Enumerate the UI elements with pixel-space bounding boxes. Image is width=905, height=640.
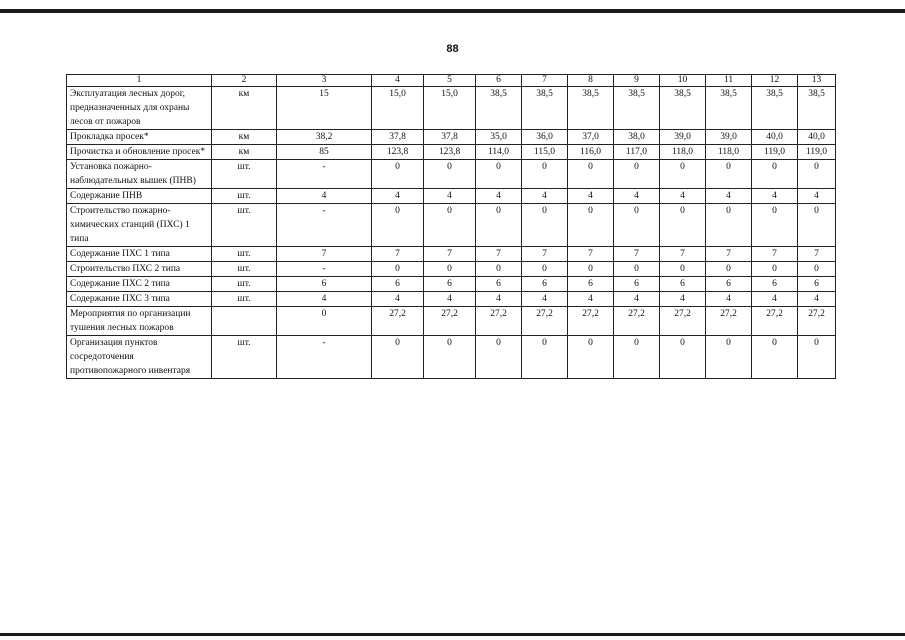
value-cell: 35,0 xyxy=(476,130,522,145)
value-cell: 27,2 xyxy=(706,307,752,336)
column-number-header: 6 xyxy=(476,75,522,87)
value-cell: 116,0 xyxy=(568,145,614,160)
value-cell: 4 xyxy=(568,292,614,307)
value-cell: 0 xyxy=(522,336,568,379)
column-number-header: 7 xyxy=(522,75,568,87)
value-cell: 4 xyxy=(522,189,568,204)
value-cell: 119,0 xyxy=(752,145,798,160)
table-row xyxy=(67,87,836,130)
value-cell: 0 xyxy=(522,204,568,247)
value-cell: 0 xyxy=(706,262,752,277)
value-cell: 0 xyxy=(424,204,476,247)
column-number-header: 8 xyxy=(568,75,614,87)
value-cell: 0 xyxy=(372,262,424,277)
value-cell: 123,8 xyxy=(424,145,476,160)
unit-cell xyxy=(212,307,277,336)
value-cell: 27,2 xyxy=(522,307,568,336)
value-cell: - xyxy=(277,160,372,189)
value-cell: 4 xyxy=(476,292,522,307)
value-cell: 6 xyxy=(752,277,798,292)
value-cell: 15,0 xyxy=(372,87,424,130)
value-cell: 7 xyxy=(752,247,798,262)
value-cell: 0 xyxy=(614,262,660,277)
value-cell: 15 xyxy=(277,87,372,130)
value-cell: 0 xyxy=(372,204,424,247)
value-cell: 4 xyxy=(277,189,372,204)
value-cell: 0 xyxy=(752,262,798,277)
value-cell: 37,8 xyxy=(372,130,424,145)
value-cell: 37,8 xyxy=(424,130,476,145)
value-cell: 6 xyxy=(706,277,752,292)
value-cell: 6 xyxy=(568,277,614,292)
value-cell: 6 xyxy=(798,277,836,292)
value-cell: 6 xyxy=(277,277,372,292)
value-cell: 0 xyxy=(372,336,424,379)
value-cell: 7 xyxy=(798,247,836,262)
value-cell: 0 xyxy=(706,160,752,189)
value-cell: 38,5 xyxy=(706,87,752,130)
value-cell: 27,2 xyxy=(424,307,476,336)
value-cell: 0 xyxy=(660,204,706,247)
value-cell: 7 xyxy=(614,247,660,262)
unit-cell: шт. xyxy=(212,277,277,292)
value-cell: 0 xyxy=(522,160,568,189)
value-cell: 114,0 xyxy=(476,145,522,160)
value-cell: 4 xyxy=(372,292,424,307)
value-cell: 4 xyxy=(752,189,798,204)
value-cell: 40,0 xyxy=(798,130,836,145)
value-cell: 7 xyxy=(277,247,372,262)
column-number-header: 9 xyxy=(614,75,660,87)
unit-cell: шт. xyxy=(212,262,277,277)
column-number-header: 2 xyxy=(212,75,277,87)
value-cell: 38,5 xyxy=(522,87,568,130)
value-cell: 4 xyxy=(706,292,752,307)
value-cell: 4 xyxy=(752,292,798,307)
value-cell: 0 xyxy=(752,160,798,189)
value-cell: 4 xyxy=(568,189,614,204)
table-row xyxy=(67,130,836,145)
value-cell: - xyxy=(277,336,372,379)
value-cell: 15,0 xyxy=(424,87,476,130)
value-cell: 0 xyxy=(372,160,424,189)
value-cell: 27,2 xyxy=(752,307,798,336)
value-cell: 0 xyxy=(798,204,836,247)
value-cell: 6 xyxy=(424,277,476,292)
column-number-header: 12 xyxy=(752,75,798,87)
value-cell: 0 xyxy=(424,262,476,277)
value-cell: 40,0 xyxy=(752,130,798,145)
measure-name-cell: Содержание ПХС 1 типа xyxy=(67,247,212,262)
value-cell: 85 xyxy=(277,145,372,160)
value-cell: 0 xyxy=(476,262,522,277)
value-cell: 38,0 xyxy=(614,130,660,145)
value-cell: 38,5 xyxy=(660,87,706,130)
value-cell: 38,5 xyxy=(614,87,660,130)
value-cell: 36,0 xyxy=(522,130,568,145)
value-cell: 27,2 xyxy=(614,307,660,336)
value-cell: 39,0 xyxy=(660,130,706,145)
value-cell: 6 xyxy=(614,277,660,292)
value-cell: 27,2 xyxy=(798,307,836,336)
value-cell: 0 xyxy=(568,204,614,247)
value-cell: 119,0 xyxy=(798,145,836,160)
value-cell: 6 xyxy=(660,277,706,292)
table-row xyxy=(67,160,836,189)
value-cell: 0 xyxy=(660,160,706,189)
measure-name-cell: Содержание ПНВ xyxy=(67,189,212,204)
value-cell: 0 xyxy=(568,336,614,379)
measure-name-cell: Строительство ПХС 2 типа xyxy=(67,262,212,277)
value-cell: - xyxy=(277,204,372,247)
unit-cell: шт. xyxy=(212,247,277,262)
table-row xyxy=(67,307,836,336)
page-number: 88 xyxy=(446,43,459,55)
value-cell: 0 xyxy=(798,336,836,379)
value-cell: 0 xyxy=(522,262,568,277)
value-cell: 0 xyxy=(424,336,476,379)
forest-fire-measures-table xyxy=(66,74,836,379)
value-cell: 4 xyxy=(424,189,476,204)
value-cell: 27,2 xyxy=(372,307,424,336)
measure-name-cell: Эксплуатация лесных дорог, предназначенных для охраны лесов от пожаров xyxy=(67,87,212,130)
unit-cell: шт. xyxy=(212,204,277,247)
value-cell: 4 xyxy=(424,292,476,307)
table-row xyxy=(67,277,836,292)
measure-name-cell: Прокладка просек* xyxy=(67,130,212,145)
value-cell: 0 xyxy=(660,262,706,277)
value-cell: 0 xyxy=(476,204,522,247)
column-number-header: 5 xyxy=(424,75,476,87)
value-cell: 115,0 xyxy=(522,145,568,160)
value-cell: 123,8 xyxy=(372,145,424,160)
value-cell: 4 xyxy=(372,189,424,204)
value-cell: 7 xyxy=(424,247,476,262)
value-cell: 0 xyxy=(614,336,660,379)
value-cell: 118,0 xyxy=(706,145,752,160)
value-cell: 0 xyxy=(660,336,706,379)
value-cell: 38,5 xyxy=(752,87,798,130)
value-cell: 4 xyxy=(706,189,752,204)
value-cell: 4 xyxy=(614,292,660,307)
value-cell: 0 xyxy=(752,336,798,379)
value-cell: 4 xyxy=(476,189,522,204)
column-number-header: 11 xyxy=(706,75,752,87)
unit-cell: шт. xyxy=(212,160,277,189)
value-cell: 38,5 xyxy=(476,87,522,130)
value-cell: 4 xyxy=(798,189,836,204)
value-cell: 7 xyxy=(476,247,522,262)
value-cell: 4 xyxy=(614,189,660,204)
value-cell: 39,0 xyxy=(706,130,752,145)
value-cell: 27,2 xyxy=(568,307,614,336)
value-cell: 0 xyxy=(277,307,372,336)
measure-name-cell: Содержание ПХС 2 типа xyxy=(67,277,212,292)
table-row xyxy=(67,145,836,160)
value-cell: 0 xyxy=(752,204,798,247)
column-number-header: 13 xyxy=(798,75,836,87)
measure-name-cell: Содержание ПХС 3 типа xyxy=(67,292,212,307)
table-row xyxy=(67,189,836,204)
value-cell: 0 xyxy=(706,336,752,379)
table-row xyxy=(67,262,836,277)
value-cell: 0 xyxy=(614,160,660,189)
unit-cell: км xyxy=(212,87,277,130)
value-cell: 0 xyxy=(798,160,836,189)
value-cell: - xyxy=(277,262,372,277)
value-cell: 38,5 xyxy=(798,87,836,130)
value-cell: 37,0 xyxy=(568,130,614,145)
unit-cell: шт. xyxy=(212,292,277,307)
unit-cell: км xyxy=(212,145,277,160)
value-cell: 118,0 xyxy=(660,145,706,160)
column-number-header: 10 xyxy=(660,75,706,87)
value-cell: 4 xyxy=(660,189,706,204)
value-cell: 6 xyxy=(372,277,424,292)
value-cell: 27,2 xyxy=(660,307,706,336)
unit-cell: шт. xyxy=(212,336,277,379)
value-cell: 0 xyxy=(798,262,836,277)
value-cell: 4 xyxy=(522,292,568,307)
value-cell: 0 xyxy=(568,160,614,189)
column-number-header: 4 xyxy=(372,75,424,87)
value-cell: 4 xyxy=(277,292,372,307)
table-row xyxy=(67,247,836,262)
value-cell: 0 xyxy=(706,204,752,247)
value-cell: 7 xyxy=(660,247,706,262)
unit-cell: шт. xyxy=(212,189,277,204)
top-border-rule xyxy=(0,9,905,13)
value-cell: 6 xyxy=(476,277,522,292)
value-cell: 27,2 xyxy=(476,307,522,336)
value-cell: 0 xyxy=(476,160,522,189)
column-number-header: 1 xyxy=(67,75,212,87)
value-cell: 7 xyxy=(706,247,752,262)
value-cell: 7 xyxy=(372,247,424,262)
value-cell: 7 xyxy=(568,247,614,262)
value-cell: 6 xyxy=(522,277,568,292)
measure-name-cell: Организация пунктов сосредоточения противопожарного инвентаря xyxy=(67,336,212,379)
measure-name-cell: Строительство пожарно-химических станций (ПХС) 1 типа xyxy=(67,204,212,247)
value-cell: 4 xyxy=(798,292,836,307)
value-cell: 38,5 xyxy=(568,87,614,130)
value-cell: 0 xyxy=(568,262,614,277)
value-cell: 7 xyxy=(522,247,568,262)
value-cell: 0 xyxy=(614,204,660,247)
value-cell: 117,0 xyxy=(614,145,660,160)
measure-name-cell: Установка пожарно-наблюдательных вышек (ПНВ) xyxy=(67,160,212,189)
value-cell: 38,2 xyxy=(277,130,372,145)
value-cell: 0 xyxy=(424,160,476,189)
table-row xyxy=(67,204,836,247)
measure-name-cell: Прочистка и обновление просек* xyxy=(67,145,212,160)
column-number-header: 3 xyxy=(277,75,372,87)
table-row xyxy=(67,292,836,307)
unit-cell: км xyxy=(212,130,277,145)
table-row xyxy=(67,336,836,379)
bottom-border-rule xyxy=(0,633,905,636)
value-cell: 4 xyxy=(660,292,706,307)
header-row xyxy=(67,75,836,87)
value-cell: 0 xyxy=(476,336,522,379)
measure-name-cell: Мероприятия по организации тушения лесных пожаров xyxy=(67,307,212,336)
